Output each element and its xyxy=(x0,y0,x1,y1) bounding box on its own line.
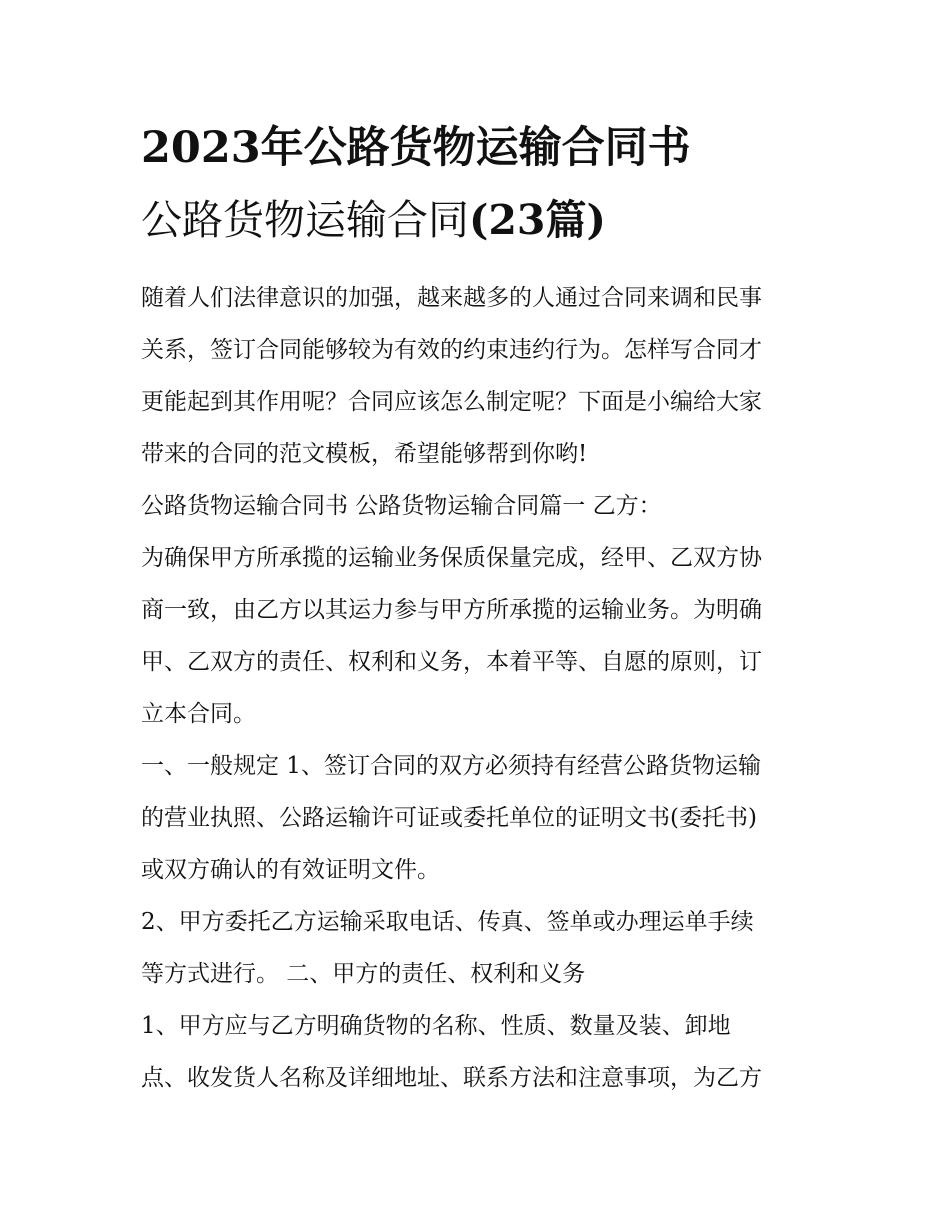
body-line: 1、甲方应与乙方明确货物的名称、性质、数量及装、卸地 xyxy=(141,1013,731,1039)
body-line: 带来的合同的范文模板，希望能够帮到你哟! xyxy=(141,441,588,467)
body-line: 点、收发货人名称及详细地址、联系方法和注意事项，为乙方 xyxy=(141,1065,762,1091)
body-line: 或双方确认的有效证明文件。 xyxy=(141,857,440,883)
body-line: 公路货物运输合同书 公路货物运输合同篇一 乙方： xyxy=(141,493,662,519)
body-line: 更能起到其作用呢？合同应该怎么制定呢？下面是小编给大家 xyxy=(141,389,762,415)
body-line: 一、一般规定 1、签订合同的双方必须持有经营公路货物运输 xyxy=(141,753,761,779)
subtitle-main: 公路货物运输合同 xyxy=(141,196,469,244)
document-body xyxy=(141,272,821,1104)
document-subtitle xyxy=(141,190,821,250)
subtitle-count: (23篇) xyxy=(469,196,606,244)
body-line: 2、甲方委托乙方运输采取电话、传真、签单或办理运单手续 xyxy=(141,909,754,935)
body-line: 等方式进行。 二、甲方的责任、权利和义务 xyxy=(141,961,586,987)
document-title: 2023年公路货物运输合同书 xyxy=(141,123,691,173)
body-line: 的营业执照、公路运输许可证或委托单位的证明文书(委托书) xyxy=(141,805,757,831)
body-line: 商一致，由乙方以其运力参与甲方所承揽的运输业务。为明确 xyxy=(141,597,762,623)
body-line: 关系，签订合同能够较为有效的约束违约行为。怎样写合同才 xyxy=(141,337,762,363)
body-line: 甲、乙双方的责任、权利和义务，本着平等、自愿的原则，订 xyxy=(141,649,762,675)
body-line: 为确保甲方所承揽的运输业务保质保量完成，经甲、乙双方协 xyxy=(141,545,762,571)
body-line: 立本合同。 xyxy=(141,701,256,727)
body-line: 随着人们法律意识的加强，越来越多的人通过合同来调和民事 xyxy=(141,285,762,311)
document-content xyxy=(141,118,821,1104)
